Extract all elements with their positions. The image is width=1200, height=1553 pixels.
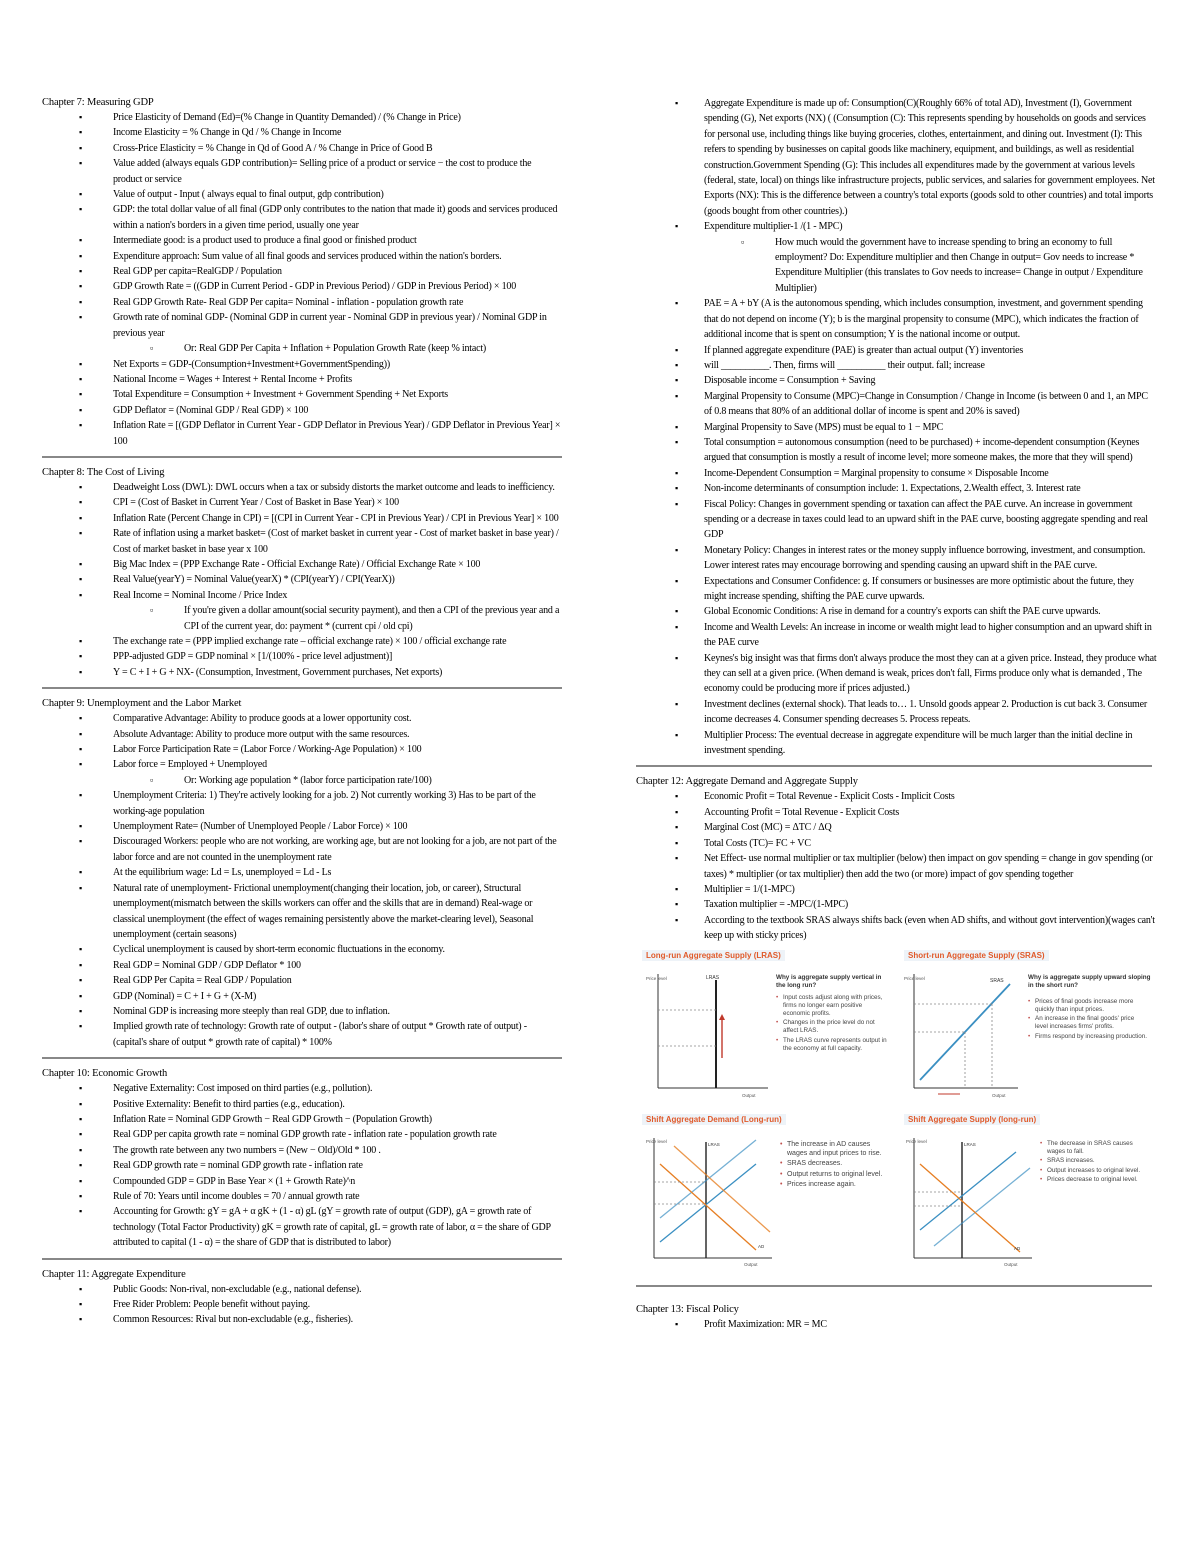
list-item: ▪ Disposable income = Consumption + Saving <box>636 373 1158 388</box>
list-item: ▪ PPP-adjusted GDP = GDP nominal × [1/(100% - price level adjustment)] <box>42 649 562 664</box>
list-item: ▪ GDP (Nominal) = C + I + G + (X-M) <box>42 989 562 1004</box>
left-column <box>42 96 562 1328</box>
section-divider <box>42 1258 562 1260</box>
shift-as-title: Shift Aggregate Supply (long-run) <box>904 1114 1040 1125</box>
chapter-10-title: Chapter 10: Economic Growth <box>42 1068 168 1080</box>
lras-label: LRAS <box>708 1141 720 1147</box>
list-item: • Prices increase again. <box>780 1180 890 1189</box>
chapter-13-list <box>636 1317 1158 1332</box>
list-item: ▪ Real GDP = Nominal GDP / GDP Deflator * 100 <box>42 958 562 973</box>
list-item: ▪ Net Exports = GDP-(Consumption+Investment+GovernmentSpending)) <box>42 357 562 372</box>
lras-title: Long-run Aggregate Supply (LRAS) <box>642 950 785 961</box>
y-axis-label: Price level <box>904 975 925 981</box>
chapter-11-list <box>42 1282 562 1328</box>
list-item: ▪ At the equilibrium wage: Ld = Ls, unemployed = Ld - Ls <box>42 865 562 880</box>
list-item: ▪ Taxation multiplier = -MPC/(1-MPC) <box>636 897 1158 912</box>
sub-list-item: ▫ Or: Real GDP Per Capita + Inflation + Population Growth Rate (keep % intact) <box>112 341 562 356</box>
list-item: ▪ National Income = Wages + Interest + Rental Income + Profits <box>42 372 562 387</box>
section-divider <box>42 1057 562 1059</box>
list-item: ▪ Marginal Cost (MC) = ΔTC / ΔQ <box>636 820 1158 835</box>
chapter-10-list <box>42 1081 562 1250</box>
list-item: ▪ GDP Deflator = (Nominal GDP / Real GDP) × 100 <box>42 403 562 418</box>
lras-bullets <box>776 994 888 1055</box>
list-item: ▪ Y = C + I + G + NX- (Consumption, Investment, Government purchases, Net exports) <box>42 665 562 680</box>
list-item: ▪ Profit Maximization: MR = MC <box>636 1317 1158 1332</box>
chapter-9-title: Chapter 9: Unemployment and the Labor Market <box>42 698 242 710</box>
list-item-text: Growth rate of nominal GDP- (Nominal GDP in current year - Nominal GDP in previous year) / Nominal GDP in previous year <box>113 312 547 339</box>
list-item: ▪ Net Effect- use normal multiplier or tax multiplier (below) then impact on gov spending = change in gov spending (or taxes) * multiplier (or tax multiplier) then add the two (or more) impact of gov spending together <box>636 851 1158 882</box>
list-item: ▪ Discouraged Workers: people who are not working, are working age, but are not looking for a job, are not part of the labor force and are not counted in the unemployment rate <box>42 834 562 865</box>
x-axis-label: Output <box>742 1092 756 1098</box>
lras-label: LRAS <box>964 1141 976 1147</box>
chapter-11-continued-list <box>636 96 1158 758</box>
lras-chart <box>644 970 772 1102</box>
list-item: • Output increases to original level. <box>1040 1167 1152 1175</box>
list-item: ▪ Unemployment Criteria: 1) They're actively looking for a job. 2) Not currently working 3) Has to be part of the working-age population <box>42 788 562 819</box>
list-item: ▪ GDP: the total dollar value of all final (GDP only contributes to the nation that made it) goods and services produced within a nation's borders in a given time period, usually one year <box>42 202 562 233</box>
list-item: • Prices decrease to original level. <box>1040 1176 1152 1184</box>
list-item: ▪ Unemployment Rate= (Number of Unemployed People / Labor Force) × 100 <box>42 819 562 834</box>
list-item: ▪ Rule of 70: Years until income doubles = 70 / annual growth rate <box>42 1189 562 1204</box>
list-item: ▪ Price Elasticity of Demand (Ed)=(% Change in Quantity Demanded) / (% Change in Price) <box>42 110 562 125</box>
list-item <box>636 219 1158 296</box>
list-item: ▪ Absolute Advantage: Ability to produce more output with the same resources. <box>42 727 562 742</box>
list-item: • Prices of final goods increase more quickly than input prices. <box>1028 998 1148 1014</box>
x-axis-label: Output <box>744 1261 758 1267</box>
list-item: ▪ Positive Externality: Benefit to third parties (e.g., education). <box>42 1097 562 1112</box>
list-item: ▪ If planned aggregate expenditure (PAE) is greater than actual output (Y) inventories <box>636 343 1158 358</box>
list-item <box>42 757 562 788</box>
right-column <box>636 96 1158 1332</box>
list-item: ▪ Intermediate good: is a product used to produce a final good or finished product <box>42 233 562 248</box>
list-item: ▪ Total Expenditure = Consumption + Investment + Government Spending + Net Exports <box>42 387 562 402</box>
list-item: ▪ PAE = A + bY (A is the autonomous spending, which includes consumption, investment, and government spending that do not depend on income (Y); b is the marginal propensity to consume (MPC), which indicates the fraction of additional income that is spent on consumption; Y is the national income or output. <box>636 296 1158 342</box>
shift-ad-bullets <box>780 1140 890 1191</box>
list-item: ▪ Negative Externality: Cost imposed on third parties (e.g., pollution). <box>42 1081 562 1096</box>
list-item: ▪ The growth rate between any two numbers = (New − Old)/Old * 100 . <box>42 1143 562 1158</box>
chapter-7-title: Chapter 7: Measuring GDP <box>42 97 154 108</box>
list-item: ▪ Cyclical unemployment is caused by short-term economic fluctuations in the economy. <box>42 942 562 957</box>
shift-as-panel <box>900 1112 1155 1272</box>
list-item: ▪ will __________. Then, firms will __________ their output. fall; increase <box>636 358 1158 373</box>
list-item: • Firms respond by increasing production. <box>1028 1033 1148 1041</box>
list-item: ▪ Compounded GDP = GDP in Base Year × (1 + Growth Rate)^n <box>42 1174 562 1189</box>
list-item: ▪ Expenditure approach: Sum value of all final goods and services produced within the nation's borders. <box>42 249 562 264</box>
shift-ad-panel <box>638 1112 893 1272</box>
list-item: • Input costs adjust along with prices, firms no longer earn positive economic profits. <box>776 994 888 1018</box>
list-item: ▪ Public Goods: Non-rival, non-excludable (e.g., national defense). <box>42 1282 562 1297</box>
list-item: ▪ Comparative Advantage: Ability to produce goods at a lower opportunity cost. <box>42 711 562 726</box>
y-axis-label: Price level <box>646 1138 667 1144</box>
sras-label: SRAS <box>990 977 1004 984</box>
shift-ad-chart <box>644 1134 776 1270</box>
list-item: ▪ Real GDP per capita growth rate = nominal GDP growth rate - inflation rate - population growth rate <box>42 1127 562 1142</box>
shift-ad-title: Shift Aggregate Demand (Long-run) <box>642 1114 786 1125</box>
x-axis-label: Output <box>1004 1261 1018 1267</box>
list-item-text: Labor force = Employed + Unemployed <box>113 759 267 771</box>
list-item: ▪ Multiplier = 1/(1-MPC) <box>636 882 1158 897</box>
list-item: ▪ Common Resources: Rival but non-excludable (e.g., fisheries). <box>42 1312 562 1327</box>
chapter-13-title: Chapter 13: Fiscal Policy <box>636 1303 739 1315</box>
list-item-text: Real Income = Nominal Income / Price Index <box>113 589 288 601</box>
chapter-9-list <box>42 711 562 1050</box>
list-item: ▪ Marginal Propensity to Consume (MPC)=Change in Consumption / Change in Income (is between 0 and 1, an MPC of 0.8 means that 80% of an additional dollar of income is spent and 20% is saved) <box>636 389 1158 420</box>
list-item: ▪ Aggregate Expenditure is made up of: Consumption(C)(Roughly 66% of total AD), Investment (I), Government spending (G), Net exports (NX) ( (Consumption (C): This represents spending by households on goods and services for personal use, including things like buying groceries, clothes, entertainment, and dining out. Investment (I): This refers to spending by businesses on capital goods like machinery, equipment, and buildings, as well as residential construction.Government Spending (G): This includes all expenditures made by the government at various levels (federal, state, local) on things like infrastructure projects, public services, and salaries for government employees. Net Exports (NX): This is the difference between a country's total exports (goods sold to other countries) and total imports (goods bought from other countries).) <box>636 96 1158 219</box>
list-item: ▪ Monetary Policy: Changes in interest rates or the money supply influence borrowing, investment, and consumption. Lower interest rates may encourage borrowing and spending causing an upward shift in the PAE curve. <box>636 543 1158 574</box>
chapter-11-title: Chapter 11: Aggregate Expenditure <box>42 1268 186 1280</box>
sub-list-item: ▫ How much would the government have to increase spending to bring an economy to full employment? Do: Expenditure multiplier and then Change in output= Gov needs to increase * Expenditure Multiplier (this translates to Gov needs to increase= Change in output / Expenditure Multiplier) <box>703 235 1158 297</box>
list-item: ▪ Big Mac Index = (PPP Exchange Rate - Official Exchange Rate) / Official Exchange Rate × 100 <box>42 557 562 572</box>
list-item: ▪ According to the textbook SRAS always shifts back (even when AD shifts, and without govt intervention)(wages can't keep up with sticky prices) <box>636 913 1158 944</box>
list-item: ▪ Labor Force Participation Rate = (Labor Force / Working-Age Population) × 100 <box>42 742 562 757</box>
sub-list-item: ▫ If you're given a dollar amount(social security payment), and then a CPI of the previous year and a CPI of the current year, do: payment * (current cpi / old cpi) <box>112 603 562 634</box>
list-item <box>42 310 562 356</box>
list-item: ▪ GDP Growth Rate = ((GDP in Current Period - GDP in Previous Period) / GDP in Previous Period) × 100 <box>42 279 562 294</box>
list-item: ▪ Economic Profit = Total Revenue - Explicit Costs - Implicit Costs <box>636 789 1158 804</box>
sub-list-item: ▫ Or: Working age population * (labor force participation rate/100) <box>112 773 562 788</box>
list-item: ▪ Non-income determinants of consumption include: 1. Expectations, 2.Wealth effect, 3. Interest rate <box>636 481 1158 496</box>
list-item: • The LRAS curve represents output in the economy at full capacity. <box>776 1037 888 1053</box>
ad-curve <box>920 1164 1020 1252</box>
list-item: • The increase in AD causes wages and input prices to rise. <box>780 1140 890 1158</box>
list-item: ▪ CPI = (Cost of Basket in Current Year / Cost of Basket in Base Year) × 100 <box>42 495 562 510</box>
lras-label: LRAS <box>706 974 720 981</box>
section-divider <box>636 765 1152 767</box>
shift-as-bullets <box>1040 1140 1152 1186</box>
list-item: ▪ Real GDP per capita=RealGDP / Population <box>42 264 562 279</box>
list-item: • Changes in the price level do not affect LRAS. <box>776 1019 888 1035</box>
list-item: ▪ The exchange rate = (PPP implied exchange rate – official exchange rate) × 100 / official exchange rate <box>42 634 562 649</box>
list-item: ▪ Keynes's big insight was that firms don't always produce the most they can at a given price. Instead, they produce what they can sell at a given price. (When demand is weak, prices don't fall, Firms produce only what is demanded , The economy could be producing more if prices adjusted.) <box>636 651 1158 697</box>
chapter-8-title: Chapter 8: The Cost of Living <box>42 466 165 478</box>
list-item-text: Expenditure multiplier-1 /(1 - MPC) <box>704 221 843 233</box>
y-axis-label: Price level <box>906 1138 927 1144</box>
list-item: ▪ Accounting Profit = Total Revenue - Explicit Costs <box>636 805 1158 820</box>
list-item: ▪ Income and Wealth Levels: An increase in income or wealth might lead to higher consumption and an upward shift in the PAE curve <box>636 620 1158 651</box>
sras-panel <box>900 948 1155 1108</box>
list-item: • SRAS increases. <box>1040 1157 1152 1165</box>
chapter-12-list <box>636 789 1158 943</box>
lras-question: Why is aggregate supply vertical in the long run? <box>776 973 882 989</box>
list-item: ▪ Total Costs (TC)= FC + VC <box>636 836 1158 851</box>
list-item: ▪ Real GDP Growth Rate- Real GDP Per capita= Nominal - inflation - population growth rate <box>42 295 562 310</box>
list-item: ▪ Investment declines (external shock). That leads to… 1. Unsold goods appear 2. Production is cut back 3. Consumer income decreases 4. Consumer spending decreases 5. Process repeats. <box>636 697 1158 728</box>
section-divider <box>42 456 562 458</box>
list-item: ▪ Global Economic Conditions: A rise in demand for a country's exports can shift the PAE curve upwards. <box>636 604 1158 619</box>
chapter-8-list <box>42 480 562 680</box>
sras-question: Why is aggregate supply upward sloping in the short run? <box>1028 973 1151 989</box>
list-item: ▪ Expectations and Consumer Confidence: g. If consumers or businesses are more optimistic about the future, they might increase spending, shifting the PAE curve upwards. <box>636 574 1158 605</box>
list-item: ▪ Inflation Rate = [(GDP Deflator in Current Year - GDP Deflator in Previous Year) / GDP Deflator in Previous Year] × 100 <box>42 418 562 449</box>
ad-label: AD <box>758 1243 765 1249</box>
list-item: • SRAS decreases. <box>780 1159 890 1168</box>
list-item: • The decrease in SRAS causes wages to fall. <box>1040 1140 1152 1156</box>
list-item: ▪ Real Value(yearY) = Nominal Value(yearX) * (CPI(yearY) / CPI(YearX)) <box>42 572 562 587</box>
aggregate-supply-figure <box>638 948 1156 1278</box>
list-item: ▪ Free Rider Problem: People benefit without paying. <box>42 1297 562 1312</box>
list-item: ▪ Natural rate of unemployment- Frictional unemployment(changing their location, job, or career), Structural unemployment(mismatch between the skills workers can offer and the skills that are in demand) Real-wage or classical unemployment (the effect of wages remaining persistently above the market-clearing level), Seasonal unemployment (certain seasons) <box>42 881 562 943</box>
chapter-12-title: Chapter 12: Aggregate Demand and Aggregate Supply <box>636 776 858 788</box>
list-item: ▪ Inflation Rate = Nominal GDP Growth − Real GDP Growth − (Population Growth) <box>42 1112 562 1127</box>
list-item: ▪ Deadweight Loss (DWL): DWL occurs when a tax or subsidy distorts the market outcome and leads to inefficiency. <box>42 480 562 495</box>
arrow-head-icon <box>719 1014 725 1020</box>
list-item: ▪ Nominal GDP is increasing more steeply than real GDP, due to inflation. <box>42 1004 562 1019</box>
list-item: ▪ Income-Dependent Consumption = Marginal propensity to consume × Disposable Income <box>636 466 1158 481</box>
sras-chart <box>902 970 1022 1102</box>
chapter-7-list <box>42 110 562 449</box>
list-item: ▪ Marginal Propensity to Save (MPS) must be equal to 1 − MPC <box>636 420 1158 435</box>
list-item: ▪ Cross-Price Elasticity = % Change in Qd of Good A / % Change in Price of Good B <box>42 141 562 156</box>
section-divider <box>42 687 562 689</box>
section-divider <box>636 1285 1152 1287</box>
ad-label: AD <box>1014 1245 1021 1251</box>
list-item: ▪ Multiplier Process: The eventual decrease in aggregate expenditure will be much larger than the initial decline in investment spending. <box>636 728 1158 759</box>
x-axis-label: Output <box>992 1092 1006 1098</box>
list-item: ▪ Income Elasticity = % Change in Qd / % Change in Income <box>42 125 562 140</box>
list-item: ▪ Accounting for Growth: gY = gA + α gK + (1 - α) gL (gY = growth rate of output (GDP), gA = growth rate of technology (Total Factor Productivity) gK = growth rate of capital, gL = growth rate of labor, α = the share of GDP attributed to capital (1 - α) = the share of GDP that is distributed to labor) <box>42 1204 562 1250</box>
list-item: ▪ Total consumption = autonomous consumption (need to be purchased) + income-dependent consumption (Keynes argued that consumption is mostly a result of income level; more someone makes, the more that they will spend) <box>636 435 1158 466</box>
list-item: ▪ Fiscal Policy: Changes in government spending or taxation can affect the PAE curve. An increase in government spending or a decrease in taxes could lead to an upward shift in the PAE curve, boosting aggregate spending and real GDP <box>636 497 1158 543</box>
shift-as-chart <box>904 1134 1036 1270</box>
sras-bullets <box>1028 998 1148 1043</box>
list-item: ▪ Real GDP growth rate = nominal GDP growth rate - inflation rate <box>42 1158 562 1173</box>
list-item: ▪ Value added (always equals GDP contribution)= Selling price of a product or service − the cost to produce the product or service <box>42 156 562 187</box>
list-item: • Output returns to original level. <box>780 1170 890 1179</box>
y-axis-label: Price level <box>646 975 667 981</box>
list-item: ▪ Inflation Rate (Percent Change in CPI) = [(CPI in Current Year - CPI in Previous Year) / CPI in Previous Year] × 100 <box>42 511 562 526</box>
list-item: ▪ Real GDP Per Capita = Real GDP / Population <box>42 973 562 988</box>
list-item: ▪ Value of output - Input ( always equal to final output, gdp contribution) <box>42 187 562 202</box>
lras-panel <box>638 948 893 1108</box>
list-item <box>42 588 562 634</box>
sras-title: Short-run Aggregate Supply (SRAS) <box>904 950 1049 961</box>
list-item: ▪ Rate of inflation using a market basket= (Cost of market basket in current year - Cost of market basket in base year) / Cost of market basket in base year x 100 <box>42 526 562 557</box>
list-item: • An increase in the final goods' price level increases firms' profits. <box>1028 1015 1148 1031</box>
list-item: ▪ Implied growth rate of technology: Growth rate of output - (labor's share of output * Growth rate of output) - (capital's share of output * growth rate of capital) * 100% <box>42 1019 562 1050</box>
